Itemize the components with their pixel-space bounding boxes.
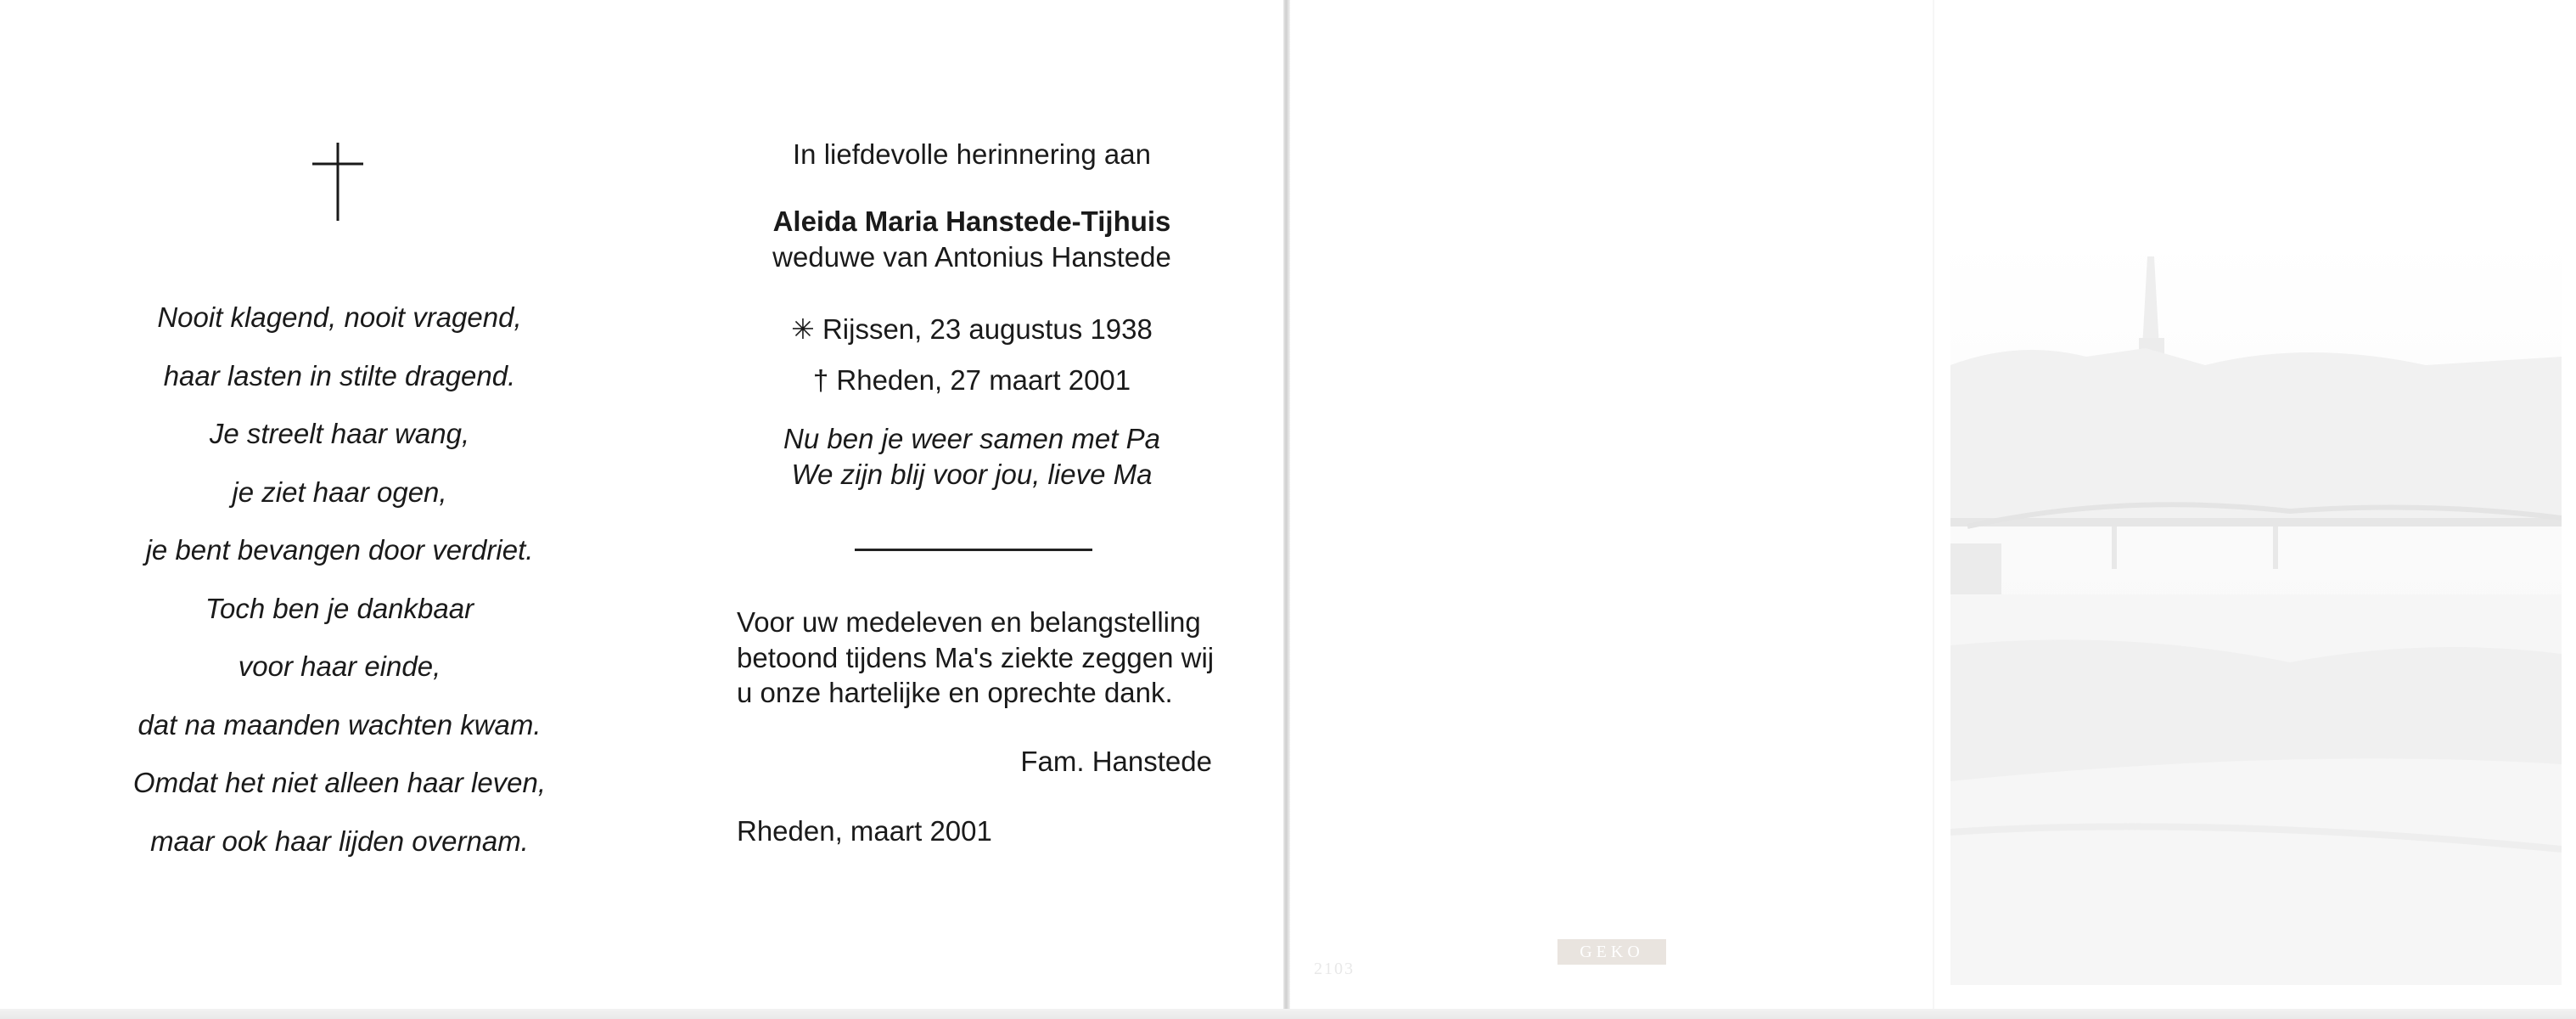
poem-line: dat na maanden wachten kwam. xyxy=(137,708,542,740)
motto-line: Nu ben je weer samen met Pa xyxy=(783,423,1160,454)
divider-rule xyxy=(855,549,1092,551)
card-bottom-edge xyxy=(0,1009,2576,1019)
poem-line: maar ook haar lijden overnam. xyxy=(150,825,529,857)
poem-line: haar lasten in stilte dragend. xyxy=(163,359,516,391)
thanks-paragraph xyxy=(737,605,1229,711)
thanks-line: Voor uw medeleven en belangstelling xyxy=(737,606,1201,638)
card-seam xyxy=(1933,0,1934,1012)
poem-line: voor haar einde, xyxy=(238,650,441,682)
intro-line: In liefdevolle herinnering aan xyxy=(793,138,1151,170)
cross-icon xyxy=(312,143,363,221)
printer-mark: GEKO xyxy=(1557,939,1666,965)
family-signature: Fam. Hanstede xyxy=(1020,746,1212,777)
faded-landscape-photo xyxy=(1950,238,2562,985)
relation-line: weduwe van Antonius Hanstede xyxy=(772,241,1171,273)
birth-line: ✳ Rijssen, 23 augustus 1938 xyxy=(791,313,1153,345)
card-fold xyxy=(1283,0,1290,1019)
poem-line: je ziet haar ogen, xyxy=(232,476,447,508)
motto-line: We zijn blij voor jou, lieve Ma xyxy=(791,459,1153,490)
inner-left-card xyxy=(0,0,1283,1012)
thanks-line: betoond tijdens Ma's ziekte zeggen wij xyxy=(737,641,1215,673)
poem-line: Toch ben je dankbaar xyxy=(205,592,474,624)
deceased-name: Aleida Maria Hanstede-Tijhuis xyxy=(772,205,1171,237)
poem xyxy=(68,289,611,870)
poem-line: Je streelt haar wang, xyxy=(209,418,470,449)
poem-line: Omdat het niet alleen haar leven, xyxy=(132,767,547,798)
print-code: 2103 xyxy=(1314,960,1355,978)
thanks-line: u onze hartelijke en oprechte dank. xyxy=(737,677,1173,708)
poem-line: je bent bevangen door verdriet. xyxy=(145,534,534,566)
place-date: Rheden, maart 2001 xyxy=(737,815,992,847)
poem-line: Nooit klagend, nooit vragend, xyxy=(157,301,522,333)
memorial-text xyxy=(730,134,1214,493)
death-line: † Rheden, 27 maart 2001 xyxy=(812,364,1131,396)
